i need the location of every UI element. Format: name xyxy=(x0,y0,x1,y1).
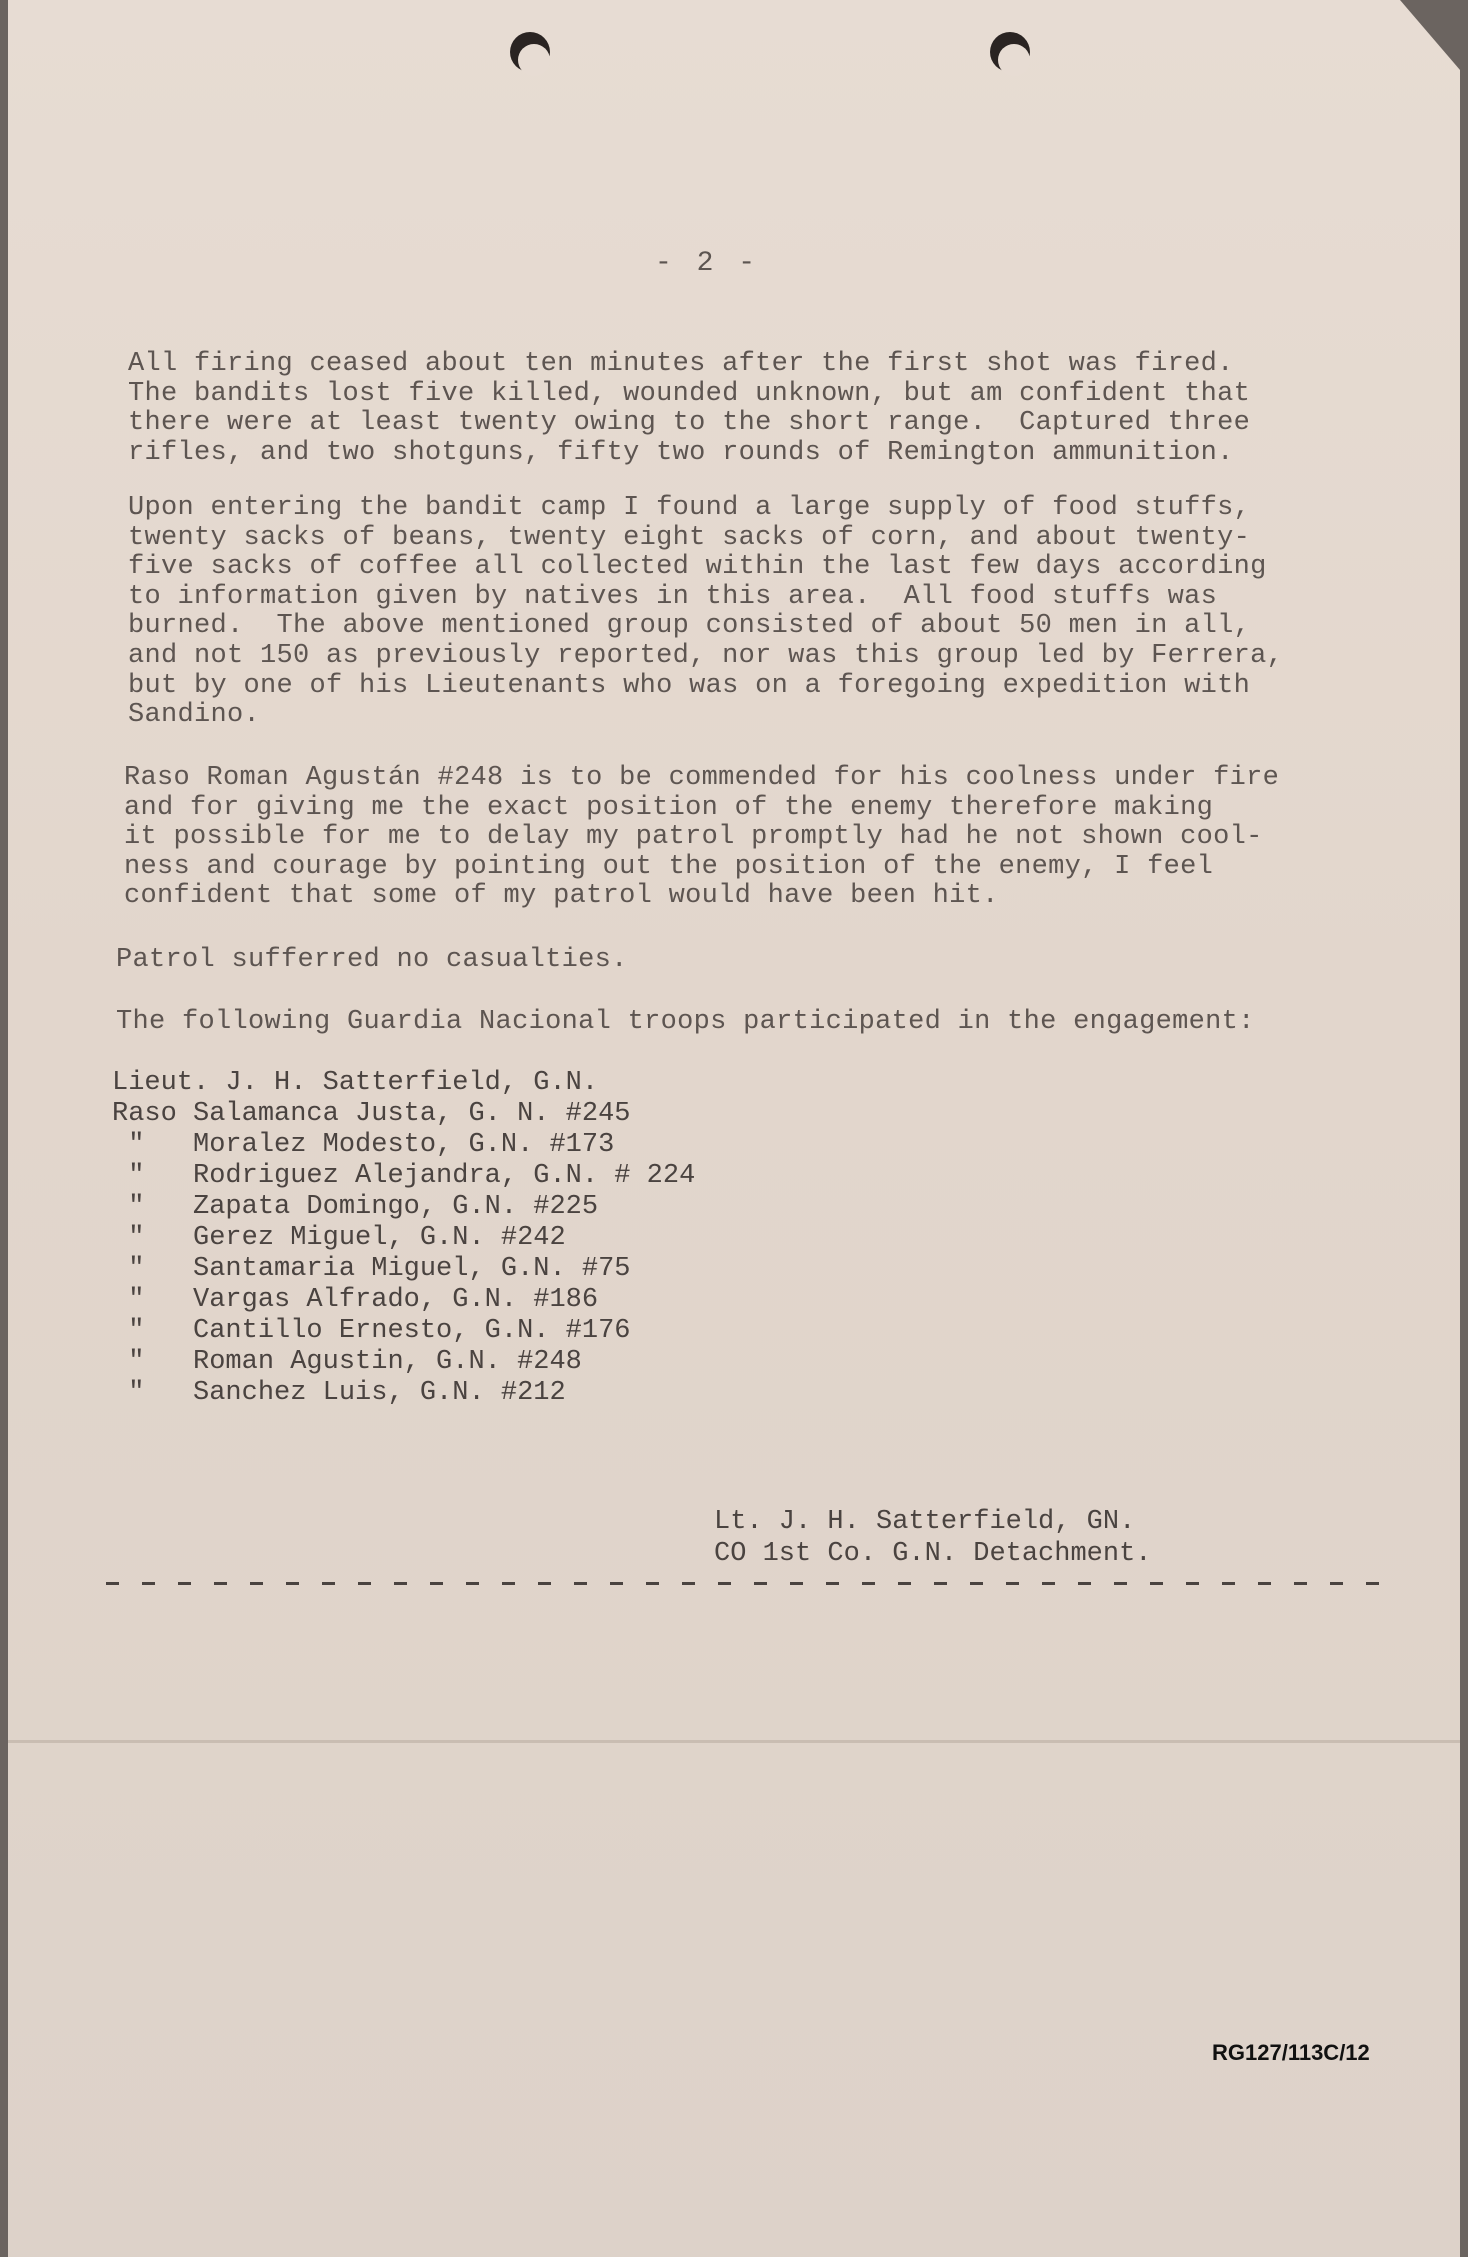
troop-roster: Lieut. J. H. Satterfield, G.N. Raso Salamanca Justa, G. N. #245 " Moralez Modesto, G.N. #173 " Rodriguez Alejandra, G.N. # 224 " Zapata Domingo, G.N. #225 " Gerez Miguel, G.N. #242 " Santamaria Miguel, G.N. #75 " Vargas Alfrado, G.N. #186 " Cantillo Ernesto, G.N. #176 " Roman Agustin, G.N. #248 " Sanchez Luis, G.N. #212 xyxy=(112,1068,696,1408)
paragraph-commendation: Raso Roman Agustán #248 is to be commended for his coolness under fire and for giving me the exact position of the enemy therefore making it possible for me to delay my patrol promptly had he not shown cool- ness and courage by pointing out the position of the enemy, I feel confident that some of my patrol would have been hit. xyxy=(124,763,1280,912)
paragraph-casualties: Patrol sufferred no casualties. xyxy=(116,945,628,975)
paragraph-participants-intro: The following Guardia Nacional troops participated in the engagement: xyxy=(116,1007,1255,1037)
signature-block: Lt. J. H. Satterfield, GN. CO 1st Co. G.N. Detachment. xyxy=(714,1507,1152,1569)
paragraph-firing-ceased: All firing ceased about ten minutes after the first shot was fired. The bandits lost five killed, wounded unknown, but am confident that there were at least twenty owing to the short range. Captured three rifles, and two shotguns, fifty two rounds of Remington ammunition. xyxy=(128,349,1251,468)
page-number: - 2 - xyxy=(655,248,760,279)
paragraph-bandit-camp: Upon entering the bandit camp I found a large supply of food stuffs, twenty sacks of beans, twenty eight sacks of corn, and about twenty- five sacks of coffee all collected within the last few days according to information given by natives in this area. All food stuffs was burned. The above mentioned group consisted of about 50 men in all, and not 150 as previously reported, nor was this group led by Ferrera, but by one of his Lieutenants who was on a foregoing expedition with Sandino. xyxy=(128,493,1284,731)
dashed-rule xyxy=(106,1582,1396,1585)
archive-reference: RG127/113C/12 xyxy=(1212,2040,1370,2065)
